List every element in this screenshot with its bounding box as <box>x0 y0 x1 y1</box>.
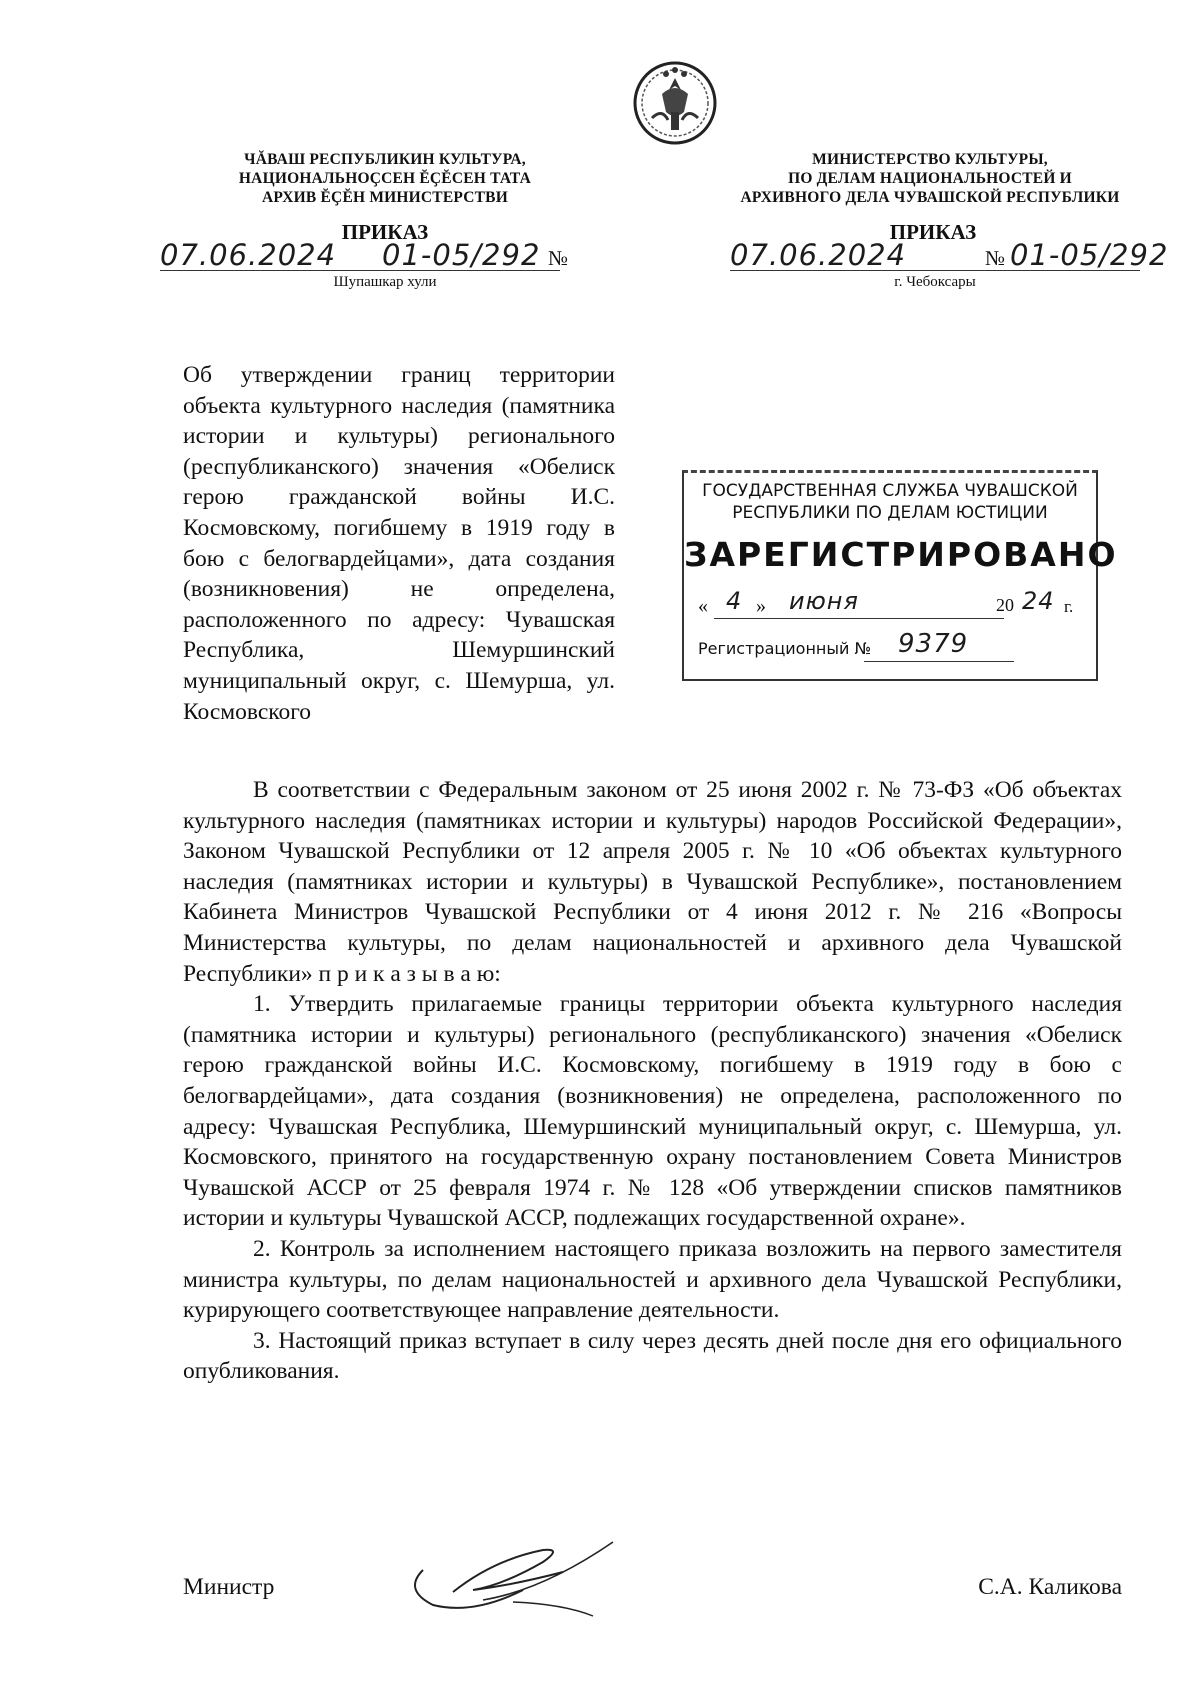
header-right-line: МИНИСТЕРСТВО КУЛЬТУРЫ, <box>812 151 1048 168</box>
order-title-left: ПРИКАЗ <box>341 220 429 244</box>
order-body <box>183 775 1122 1387</box>
header-right <box>720 150 1140 207</box>
order-title-right: ПРИКАЗ <box>889 220 977 244</box>
number-sign-right: № <box>985 246 1006 270</box>
preamble-paragraph <box>183 775 1122 989</box>
order-number-left: 01-05/292 <box>382 238 541 272</box>
header-left-line: ЧĂВАШ РЕСПУБЛИКИН КУЛЬТУРА, <box>244 151 526 168</box>
order-word: п р и к а з ы в а ю: <box>318 960 501 987</box>
stamp-quote-close: » <box>756 595 766 617</box>
stamp-agency-line2: РЕСПУБЛИКИ ПО ДЕЛАМ ЮСТИЦИИ <box>732 503 1048 523</box>
preamble-text: В соответствии с Федеральным законом от 25 июня 2002 г. № 73-ФЗ «Об объектах культурного наследия (памятниках истории и культуры) народов Российской Федерации», Законом Чувашской Республики от 12 апреля 2005 г. № 10 «Об объектах культурного наследия (памятниках истории и культуры) в Чувашской Республике», постановлением Кабинета Министров Чувашской Республики от 4 июня 2012 г. № 216 «Вопросы Министерства культуры, по делам национальностей и архивного дела Чувашской Республики» <box>183 777 1122 987</box>
number-sign-left: № <box>548 246 569 270</box>
header-left-line: НАЦИОНАЛЬНОҪСЕН ĔҪĔСЕН ТАТА <box>238 170 532 187</box>
order-date-left: 07.06.2024 <box>160 238 337 272</box>
handwritten-signature <box>393 1530 633 1620</box>
stamp-day: 4 <box>726 587 743 615</box>
registration-stamp <box>682 470 1118 681</box>
signer-position: Министр <box>183 1574 275 1600</box>
stamp-date-line <box>714 618 1004 619</box>
signer-name: С.А. Каликова <box>978 1574 1122 1600</box>
item-3: 3. Настоящий приказ вступает в силу через десять дней после дня его официального опубликования. <box>183 1327 1122 1385</box>
header-left <box>200 150 570 207</box>
order-date-right: 07.06.2024 <box>730 238 907 272</box>
stamp-reg-line <box>864 661 1014 662</box>
place-left: Шупашкар хули <box>333 274 437 290</box>
stamp-agency-line1: ГОСУДАРСТВЕННАЯ СЛУЖБА ЧУВАШСКОЙ <box>702 481 1078 501</box>
stamp-reg-number: 9379 <box>898 629 969 659</box>
stamp-month: июня <box>789 587 859 615</box>
place-right: г. Чебоксары <box>894 274 976 290</box>
header-right-line: ПО ДЕЛАМ НАЦИОНАЛЬНОСТЕЙ И <box>788 170 1072 187</box>
order-subject <box>183 360 615 727</box>
stamp-year-suffix: 24 <box>1022 587 1055 615</box>
header-left-line: АРХИВ ĔҪĔН МИНИСТЕРСТВИ <box>262 189 508 206</box>
order-line-left <box>160 270 560 271</box>
signature-row <box>183 1530 1122 1630</box>
header-right-line: АРХИВНОГО ДЕЛА ЧУВАШСКОЙ РЕСПУБЛИКИ <box>740 189 1120 206</box>
stamp-quote-open: « <box>698 595 708 617</box>
stamp-year-prefix: 20 <box>996 595 1014 615</box>
stamp-reg-label: Регистрационный № <box>698 639 872 658</box>
order-line-right <box>730 270 1140 271</box>
item-1: 1. Утвердить прилагаемые границы территории объекта культурного наследия (памятника истории и культуры) регионального (республиканского) значения «Обелиск герою гражданской войны И.С. Космовскому, погибшему в 1919 году в бою с белогвардейцами», дата создания (возникновения) не определена, расположенного по адресу: Чувашская Республика, Шемуршинский муниципальный округ, с. Шемурша, ул. Космовского, принятого на государственную охрану постановлением Совета Министров Чувашской АССР от 25 февраля 1974 г. № 128 «Об утверждении списков памятников истории и культуры Чувашской АССР, подлежащих государственной охране». <box>183 991 1122 1232</box>
stamp-status: ЗАРЕГИСТРИРОВАНО <box>684 535 1118 574</box>
order-number-right: 01-05/292 <box>1010 238 1169 272</box>
stamp-year-unit: г. <box>1064 597 1074 616</box>
chuvash-republic-emblem-icon <box>632 60 718 146</box>
order-subject-text: Об утверждении границ территории объекта культурного наследия (памятника истории и культуры) регионального (республиканского) значения «Обелиск герою гражданской войны И.С. Космовскому, погибшему в 1919 году в бою с белогвардейцами», дата создания (возникновения) не определена, расположенного по адресу: Чувашская Республика, Шемуршинский муниципальный округ, с. Шемурша, ул. Космовского <box>183 362 615 725</box>
item-2: 2. Контроль за исполнением настоящего приказа возложить на первого заместителя министра культуры, по делам национальностей и архивного дела Чувашской Республики, курирующего соответствующее направление деятельности. <box>183 1235 1122 1324</box>
